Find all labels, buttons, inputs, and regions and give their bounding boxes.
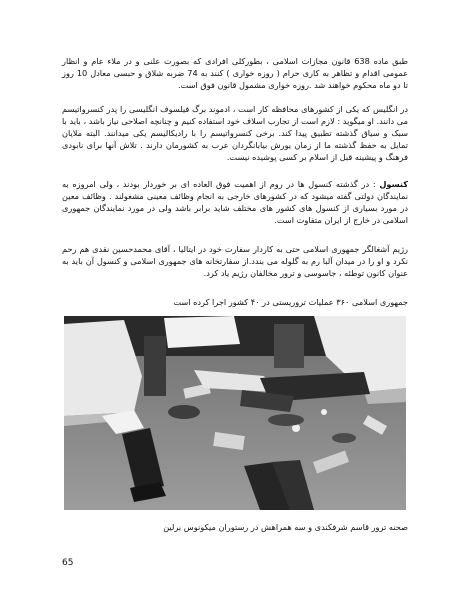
paragraph-terror-operations: جمهوری اسلامی ۳۶۰ عملیات تروریستی در ۴۰ کشور اجرا کرده است <box>173 297 408 307</box>
consul-definition: : در گذشته کنسول ها در روم از اهمیت فوق العاده ای بر خوردار بودند ، ولی امروزه به نمایندگان دولتی گفته میشود که در کشورهای خارجی به انجام وظائف معینی مشغولند . وظائف معین در مورد بسیاری از کنسول های کشور های مختلف شاید برابر باشد ولی در مورد نمایندگان جمهوری اسلامی در خارج از ایران متفاوت است. <box>62 179 408 226</box>
mykonos-restaurant-photo <box>64 316 406 510</box>
paragraph-regime-embassies: رژیم آشغالگر جمهوری اسلامی حتی به کاردار سفارت خود در ایتالیا ، آقای محمدحسین نقدی هم رحم نکرد و او را در میدان آلبا رم به گلوله می بندد.از سفارتخانه های جمهوری اسلامی و کنسول آن باید به عنوان کانون توطئه ، جاسوسی و ترور مخالفان رژیم یاد کرد. <box>62 244 408 279</box>
page-number: 65 <box>62 558 74 568</box>
consul-term: کنسول <box>379 179 409 189</box>
paragraph-consul <box>62 178 408 226</box>
paragraph-article-638: طبق ماده 638 قانون مجازات اسلامی ، بطورکلی افرادی که بصورت علنی و در ملاء عام و انظار عمومی اقدام و تظاهر به کاری حرام ( روزه خواری ) کنند به 74 ضربه شلاق و حبسی معادل 10 روز تا دو ماه محکوم خواهند شد .روزه خواری مشمول قانون فوق است. <box>62 56 408 91</box>
paragraph-conservatism: در انگلیس که یکی از کشورهای محافظه کار است ، ادموند برگ فیلسوف انگلیسی را پدر کنسرواتیسم می دانند. او میگوید : لازم است از تجارب اسلاف خود استفاده کنیم و چنانچه اصلاحی نیاز باشد ، باید با سبک و سیاق گذشته تطبیق پیدا کند. برخی کنسرواتیسم را با رادیکالیسم یکی میدانند. البته ملایان تمایل به حفظ گذشته ما از زمان یورش بیابانگردان عرب به کشورمان دارند . تلاش آنها برای نابودی فرهنگ و پیشینه قبل از اسلام بر کسی پوشیده نیست. <box>62 104 408 163</box>
photo-caption: صحنه ترور قاسم شرفکندی و سه همراهش در رستوران میکونوس برلین <box>163 522 408 532</box>
